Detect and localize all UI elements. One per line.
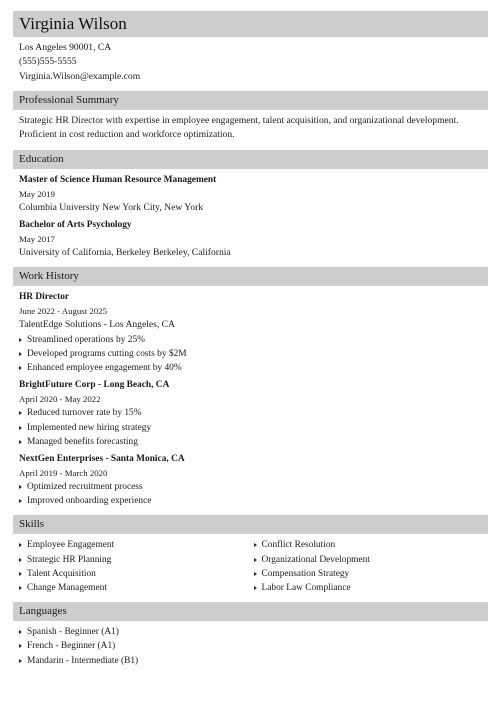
job-heading: HR Director — [19, 292, 70, 303]
section-title: Education — [19, 152, 64, 165]
job-entry — [19, 378, 488, 449]
list-item: Developed programs cutting costs by $2M — [19, 347, 488, 361]
bullet-icon — [19, 558, 22, 562]
job-date: April 2020 - May 2022 — [19, 394, 101, 405]
languages-list — [19, 625, 488, 668]
list-item: Compensation Strategy — [254, 567, 489, 581]
contact-address: Los Angeles 90001, CA — [19, 42, 112, 53]
bullet-icon — [19, 426, 22, 430]
bullet-icon — [254, 543, 257, 547]
summary-text: Strategic HR Director with expertise in employee engagement, talent acquisition, and organizational development. Proficient in cost reduction and workforce optimization. — [19, 114, 459, 141]
list-item: Spanish - Beginner (A1) — [19, 625, 488, 639]
bullet-icon — [254, 572, 257, 576]
list-item: Conflict Resolution — [254, 538, 489, 552]
education-date: May 2019 — [19, 188, 55, 199]
bullet-icon — [19, 411, 22, 415]
section-header-education — [13, 150, 488, 169]
section-header-summary — [13, 91, 488, 110]
work-section — [13, 290, 488, 508]
job-bullets — [19, 406, 488, 449]
bullet-icon — [19, 630, 22, 634]
languages-section — [13, 625, 488, 668]
section-title: Skills — [19, 518, 45, 531]
contact-info — [13, 41, 488, 84]
section-title: Languages — [19, 605, 67, 618]
section-title: Professional Summary — [19, 93, 119, 106]
skills-column-left — [19, 538, 254, 595]
bullet-icon — [19, 659, 22, 663]
degree-title: Bachelor of Arts Psychology — [19, 220, 132, 231]
bullet-icon — [19, 366, 22, 370]
list-item: Talent Acquisition — [19, 567, 254, 581]
list-item: Reduced turnover rate by 15% — [19, 406, 488, 420]
list-item: Employee Engagement — [19, 538, 254, 552]
school-name: Columbia University New York City, New York — [19, 201, 204, 213]
section-header-skills — [13, 515, 488, 534]
bullet-icon — [19, 586, 22, 590]
skills-grid — [19, 538, 488, 595]
job-company: TalentEdge Solutions - Los Angeles, CA — [19, 319, 176, 331]
job-heading: NextGen Enterprises - Santa Monica, CA — [19, 454, 185, 464]
education-entry — [19, 173, 488, 215]
list-item: Labor Law Compliance — [254, 581, 489, 595]
bullet-icon — [254, 586, 257, 590]
list-item: Mandarin - Intermediate (B1) — [19, 654, 488, 668]
job-entry — [19, 452, 488, 508]
candidate-name: Virginia Wilson — [19, 14, 127, 33]
bullet-icon — [19, 485, 22, 489]
bullet-icon — [19, 440, 22, 444]
list-item: Optimized recruitment process — [19, 480, 488, 494]
section-title: Work History — [19, 270, 79, 283]
list-item: French - Beginner (A1) — [19, 639, 488, 653]
degree-title: Master of Science Human Resource Management — [19, 174, 217, 185]
job-heading: BrightFuture Corp - Long Beach, CA — [19, 380, 170, 391]
job-entry — [19, 290, 488, 375]
list-item: Enhanced employee engagement by 40% — [19, 361, 488, 375]
bullet-icon — [19, 338, 22, 342]
skills-column-right — [254, 538, 489, 595]
list-item: Managed benefits forecasting — [19, 435, 488, 449]
bullet-icon — [19, 543, 22, 547]
resume-page — [13, 11, 488, 668]
job-bullets — [19, 480, 488, 508]
list-item: Improved onboarding experience — [19, 494, 488, 508]
contact-email: Virginia.Wilson@example.com — [19, 70, 141, 82]
bullet-icon — [19, 499, 22, 503]
job-bullets — [19, 333, 488, 376]
list-item: Implemented new hiring strategy — [19, 421, 488, 435]
section-header-languages — [13, 602, 488, 621]
skills-section — [13, 538, 488, 595]
summary-section — [13, 114, 488, 143]
education-section — [13, 173, 488, 261]
bullet-icon — [19, 572, 22, 576]
education-date: May 2017 — [19, 234, 55, 245]
contact-phone: (555)555-5555 — [19, 56, 77, 68]
list-item: Streamlined operations by 25% — [19, 333, 488, 347]
list-item: Organizational Development — [254, 553, 489, 567]
list-item: Change Management — [19, 581, 254, 595]
bullet-icon — [19, 644, 22, 648]
name-header — [13, 11, 488, 37]
school-name: University of California, Berkeley Berkeley, California — [19, 247, 231, 259]
bullet-icon — [254, 558, 257, 562]
education-entry — [19, 218, 488, 260]
section-header-work — [13, 267, 488, 286]
bullet-icon — [19, 352, 22, 356]
job-date: June 2022 - August 2025 — [19, 306, 107, 317]
job-date: April 2019 - March 2020 — [19, 468, 108, 478]
list-item: Strategic HR Planning — [19, 553, 254, 567]
